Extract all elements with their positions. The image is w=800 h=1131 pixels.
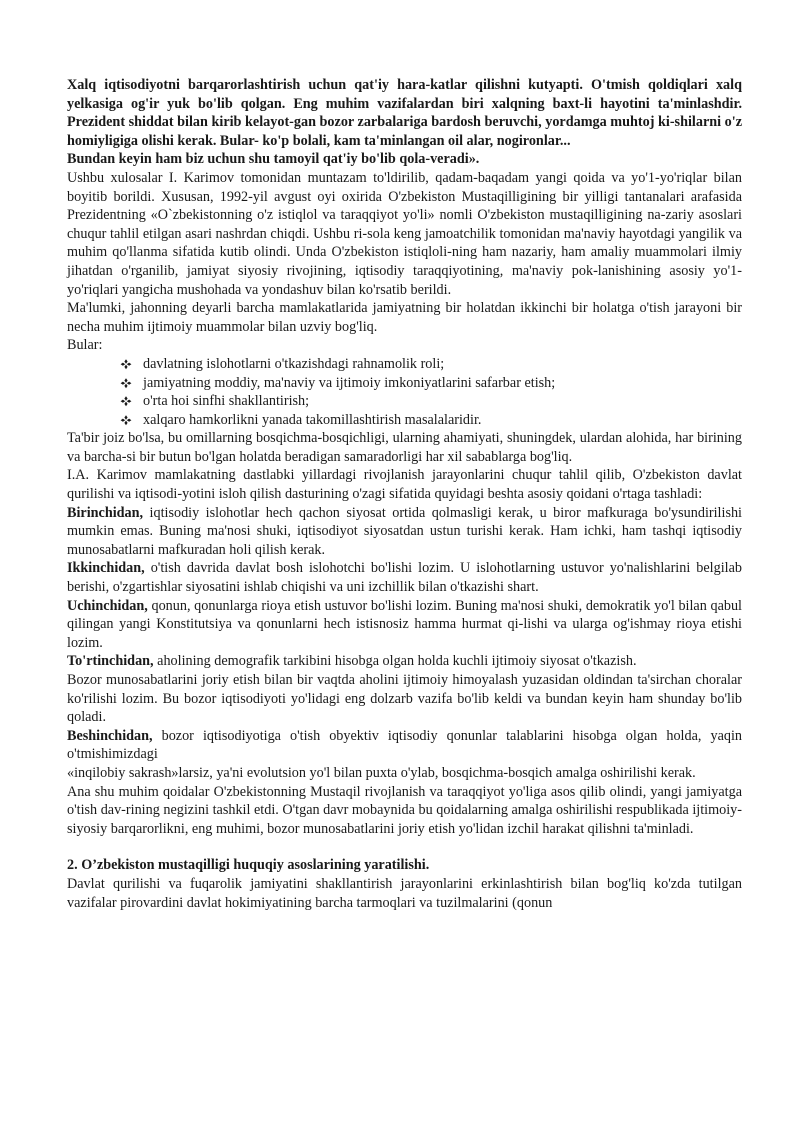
- paragraph-inqilobiy: «inqilobiy sakrash»larsiz, ya'ni evolutsion yo'l bilan puxta o'ylab, bosqichma-bosqich amalga oshirilishi kerak.: [67, 764, 696, 781]
- paragraph-karimov-principles: I.A. Karimov mamlakatning dastlabki yillardagi rivojlanish jarayonlarini chuqur tahlil qilib, O'zbekiston davlat qurilishi va iqtisodi-yotini isloh qilish dasturining o'zagi sifatida quyidagi beshta asosiy qoidani o'rtaga tashladi:: [67, 467, 742, 503]
- paragraph-factors: Ta'bir joiz bo'lsa, bu omillarning bosqichma-bosqichligi, ularning ahamiyati, shuningdek, ulardan alohida, har birining va barcha-si bir butun bo'lgan holatda beradigan samaradorligi har xil sabablarga bog'liq.: [67, 430, 742, 465]
- list-item: [119, 374, 742, 393]
- list-item: [119, 411, 742, 430]
- intro-bold-paragraph: Xalq iqtisodiyotni barqarorlashtirish uchun qat'iy hara-katlar qilishni kutyapti. O'tmish qoldiqlari xalq yelkasiga og'ir yuk bo'lib qolgan. Eng muhim vazifalardan biri xalqning baxt-li hayotini ta'minlashdir. Prezident shiddat bilan kirib kelayot-gan bozor zarbalariga bardosh beruvchi, yordamga muhtoj ki-shilarni o'z homiyligiga olishi kerak. Bular- ko'p bolali, kam ta'minlangan oil alar, nogironlar...: [67, 77, 742, 149]
- list-item: [119, 392, 742, 411]
- principle-text: bozor iqtisodiyotiga o'tish obyektiv iqtisodiy qonunlar talablarini hisobga olgan holda, yaqin o'tmishimizdagi: [67, 727, 742, 763]
- principle-label: Birinchidan,: [67, 504, 144, 521]
- principle-label: Beshinchidan,: [67, 727, 153, 744]
- bullet-text: jamiyatning moddiy, ma'naviy va ijtimoiy imkoniyatlarini safarbar etish;: [143, 374, 556, 391]
- intro-bold-line: Bundan keyin ham biz uchun shu tamoyil qat'iy bo'lib qola-veradi».: [67, 151, 480, 168]
- bullet-list: [67, 355, 742, 429]
- principle-label: To'rtinchidan,: [67, 653, 154, 670]
- four-diamond-bullet-icon: [119, 392, 133, 410]
- paragraph-transition: Ma'lumki, jahonning deyarli barcha mamlakatlarida jamiyatning bir holatdan ikkinchi bir holatga o'tish jarayoni bir necha muhim ijtimoiy muammolar bilan uzviy bog'liq.: [67, 300, 742, 335]
- paragraph-davlat: Davlat qurilishi va fuqarolik jamiyatini shakllantirish jarayonlarini erkinlashtirish bilan bog'liq ko'zda tutilgan vazifalar pirovardini davlat hokimiyatining barcha tarmoqlari va tuzilmalarini (qonun: [67, 875, 742, 911]
- principle-second: [67, 559, 742, 596]
- bullet-text: xalqaro hamkorlikni yanada takomillashtirish masalalaridir.: [143, 411, 482, 428]
- bullet-text: o'rta hoi sinfhi shakllantirish;: [143, 393, 310, 410]
- section-spacer: [67, 838, 742, 856]
- principle-text: o'tish davrida davlat bosh islohotchi bo'lishi lozim. U islohotlarning ustuvor yo'nalishlarini belgilab berishi, o'zgartishlar siyosatini ishlab chiqishi va uni izchillik bilan o'tkazishi shart.: [67, 560, 742, 596]
- section-heading: 2. O’zbekiston mustaqilligi huquqiy asoslarining yaratilishi.: [67, 857, 430, 874]
- paragraph-bozor: Bozor munosabatlarini joriy etish bilan bir vaqtda aholini ijtimoiy himoyalash yuzasidan oldindan ta'sirchan choralar ko'rilishi lozim. Bu bozor iqtisodiyoti yo'lidagi eng dolzarb vazifa bo'lib keldi va bundan keyin ham shunday bo'lib qoladi.: [67, 672, 742, 726]
- principle-text: qonun, qonunlarga rioya etish ustuvor bo'lishi lozim. Buning ma'nosi shuki, demokratik yo'l bilan qabul qilingan yangi Konstitutsiya va qonunlarni hech istisnosiz hamma hurmat qi-lishi va ularga og'ishmay rioya etishi lozim.: [67, 597, 742, 651]
- principle-first: [67, 504, 742, 560]
- paragraph-bular: Bular:: [67, 337, 103, 354]
- principle-fourth: [67, 652, 742, 671]
- principle-label: Uchinchidan,: [67, 597, 148, 614]
- principle-third: [67, 597, 742, 653]
- principle-text: aholining demografik tarkibini hisobga olgan holda kuchli ijtimoiy siyosat o'tkazish.: [153, 653, 637, 670]
- principle-text: iqtisodiy islohotlar hech qachon siyosat ortida qolmasligi kerak, u biror mafkuraga bo'ysundirilishi mumkin emas. Buning ma'nosi shuki, iqtisodiyot siyosatdan ustun turishi kerak. Ham ichki, ham tashqi iqtisodiy munosabatlarni mafkuradan holi qilish kerak.: [67, 504, 742, 558]
- bullet-text: davlatning islohotlarni o'tkazishdagi rahnamolik roli;: [143, 355, 445, 372]
- paragraph-summary: Ushbu xulosalar I. Karimov tomonidan muntazam to'ldirilib, qadam-baqadam yangi qoida va yo'1-yo'riqlar bilan boyitib borildi. Xususan, 1992-yil avgust oyi oxirida O'zbekiston Mustaqilligining bir yilligi tantanalari arafasida Prezidentning «O`zbekistonning o'z istiqlol va taraqqiyot yo'li» nomli O'zbekiston mustaqilligining na-zariy asoslari chuqur tahlil etilgan asari nashrdan chiqdi. Ushbu ri-sola keng jamoatchilik tomonidan ma'naviy hayotdagi yangilik va muhim qo'llanma sifatida kutib olindi. Unda O'zbekiston istiqloli-ning ham nazariy, ham amaliy muammolari ilmiy jihatdan o'rganilib, jamiyat siyosiy rivojining, iqtisodiy taraqqiyotining, ma'naviy pok-lanishining asosiy yo'1-yo'riqlari yangicha mushohada va yondashuv bilan ko'rsatib berildi.: [67, 169, 742, 298]
- four-diamond-bullet-icon: [119, 355, 133, 373]
- list-item: [119, 355, 742, 374]
- four-diamond-bullet-icon: [119, 411, 133, 429]
- principle-label: Ikkinchidan,: [67, 560, 145, 577]
- paragraph-ana-shu: Ana shu muhim qoidalar O'zbekistonning Mustaqil rivojlanish va taraqqiyot yo'liga asos qilib olindi, yangi jamiyatga o'tish dav-rining negizini tashkil etdi. O'tgan davr mobaynida bu qoidalarning amalga oshirilishi respublikada ijtimoiy-siyosiy barqarorlikni, eng muhimi, bozor munosabatlarini joriy etish yo'lidan izchil harakat qilishni ta'minladi.: [67, 783, 742, 837]
- four-diamond-bullet-icon: [119, 374, 133, 392]
- principle-fifth: [67, 727, 742, 764]
